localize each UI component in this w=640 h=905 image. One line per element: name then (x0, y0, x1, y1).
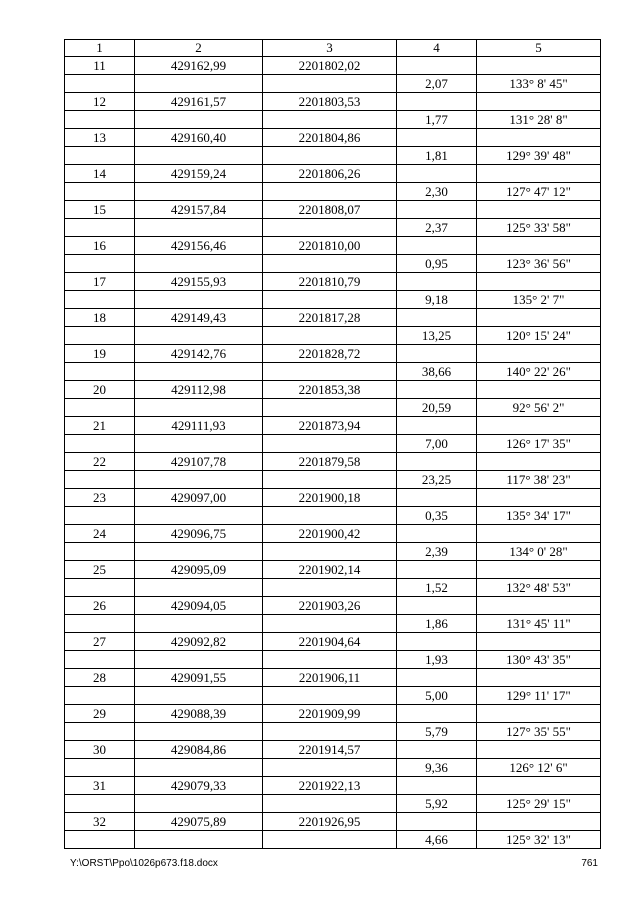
coord-x: 429091,55 (135, 669, 263, 687)
segment-row (65, 615, 601, 633)
segment-length: 2,30 (397, 183, 477, 201)
empty-cell (65, 75, 135, 93)
direction-angle: 117° 38' 23" (477, 471, 601, 489)
empty-cell (397, 525, 477, 543)
empty-cell (135, 219, 263, 237)
empty-cell (65, 255, 135, 273)
empty-cell (65, 795, 135, 813)
footer-file-path: Y:\ORST\Ppo\1026p673.f18.docx (70, 858, 218, 869)
coord-y: 2201802,02 (263, 57, 397, 75)
column-header: 3 (263, 40, 397, 57)
empty-cell (397, 705, 477, 723)
empty-cell (135, 651, 263, 669)
empty-cell (65, 579, 135, 597)
column-header: 2 (135, 40, 263, 57)
point-number: 20 (65, 381, 135, 399)
segment-length: 1,93 (397, 651, 477, 669)
empty-cell (263, 111, 397, 129)
direction-angle: 135° 34' 17" (477, 507, 601, 525)
empty-cell (477, 129, 601, 147)
coord-x: 429160,40 (135, 129, 263, 147)
empty-cell (263, 255, 397, 273)
empty-cell (397, 381, 477, 399)
empty-cell (477, 201, 601, 219)
empty-cell (263, 147, 397, 165)
coord-x: 429155,93 (135, 273, 263, 291)
empty-cell (397, 165, 477, 183)
point-row (65, 561, 601, 579)
point-number: 15 (65, 201, 135, 219)
empty-cell (477, 741, 601, 759)
point-number: 13 (65, 129, 135, 147)
empty-cell (135, 471, 263, 489)
direction-angle: 123° 36' 56" (477, 255, 601, 273)
coord-y: 2201879,58 (263, 453, 397, 471)
empty-cell (477, 633, 601, 651)
segment-length: 9,18 (397, 291, 477, 309)
coord-y: 2201806,26 (263, 165, 397, 183)
coord-y: 2201810,00 (263, 237, 397, 255)
point-row (65, 453, 601, 471)
empty-cell (263, 831, 397, 849)
segment-row (65, 543, 601, 561)
point-row (65, 57, 601, 75)
empty-cell (135, 435, 263, 453)
empty-cell (135, 75, 263, 93)
point-row (65, 237, 601, 255)
coord-x: 429142,76 (135, 345, 263, 363)
point-row (65, 813, 601, 831)
coord-y: 2201914,57 (263, 741, 397, 759)
point-number: 19 (65, 345, 135, 363)
segment-length: 20,59 (397, 399, 477, 417)
point-row (65, 741, 601, 759)
segment-row (65, 579, 601, 597)
empty-cell (65, 111, 135, 129)
coordinates-table (64, 39, 601, 849)
coord-y: 2201926,95 (263, 813, 397, 831)
point-number: 25 (65, 561, 135, 579)
coord-y: 2201810,79 (263, 273, 397, 291)
empty-cell (65, 399, 135, 417)
empty-cell (477, 345, 601, 363)
point-row (65, 129, 601, 147)
point-number: 14 (65, 165, 135, 183)
direction-angle: 129° 39' 48" (477, 147, 601, 165)
segment-row (65, 363, 601, 381)
point-number: 22 (65, 453, 135, 471)
empty-cell (477, 813, 601, 831)
empty-cell (263, 507, 397, 525)
point-row (65, 93, 601, 111)
point-number: 29 (65, 705, 135, 723)
point-row (65, 165, 601, 183)
coord-y: 2201804,86 (263, 129, 397, 147)
empty-cell (263, 579, 397, 597)
point-number: 21 (65, 417, 135, 435)
empty-cell (397, 273, 477, 291)
point-number: 30 (65, 741, 135, 759)
segment-row (65, 507, 601, 525)
point-number: 31 (65, 777, 135, 795)
empty-cell (477, 309, 601, 327)
empty-cell (135, 291, 263, 309)
segment-row (65, 219, 601, 237)
coord-y: 2201900,18 (263, 489, 397, 507)
empty-cell (135, 543, 263, 561)
empty-cell (135, 183, 263, 201)
point-number: 26 (65, 597, 135, 615)
empty-cell (477, 273, 601, 291)
empty-cell (65, 183, 135, 201)
empty-cell (477, 489, 601, 507)
empty-cell (397, 201, 477, 219)
direction-angle: 134° 0' 28" (477, 543, 601, 561)
empty-cell (397, 597, 477, 615)
empty-cell (135, 399, 263, 417)
table-body (65, 40, 601, 849)
coord-x: 429149,43 (135, 309, 263, 327)
empty-cell (397, 453, 477, 471)
point-number: 24 (65, 525, 135, 543)
segment-row (65, 399, 601, 417)
segment-length: 2,37 (397, 219, 477, 237)
point-number: 11 (65, 57, 135, 75)
empty-cell (263, 795, 397, 813)
segment-length: 38,66 (397, 363, 477, 381)
column-header: 5 (477, 40, 601, 57)
empty-cell (135, 723, 263, 741)
empty-cell (397, 417, 477, 435)
empty-cell (263, 75, 397, 93)
empty-cell (397, 237, 477, 255)
empty-cell (65, 759, 135, 777)
segment-length: 1,81 (397, 147, 477, 165)
point-row (65, 597, 601, 615)
empty-cell (263, 471, 397, 489)
empty-cell (397, 57, 477, 75)
empty-cell (65, 507, 135, 525)
direction-angle: 130° 43' 35" (477, 651, 601, 669)
empty-cell (65, 543, 135, 561)
empty-cell (477, 561, 601, 579)
point-number: 27 (65, 633, 135, 651)
direction-angle: 131° 45' 11" (477, 615, 601, 633)
point-number: 23 (65, 489, 135, 507)
direction-angle: 132° 48' 53" (477, 579, 601, 597)
point-row (65, 705, 601, 723)
segment-length: 13,25 (397, 327, 477, 345)
empty-cell (397, 561, 477, 579)
empty-cell (65, 723, 135, 741)
coord-x: 429159,24 (135, 165, 263, 183)
empty-cell (397, 813, 477, 831)
empty-cell (135, 111, 263, 129)
point-number: 17 (65, 273, 135, 291)
segment-row (65, 795, 601, 813)
coord-y: 2201904,64 (263, 633, 397, 651)
empty-cell (263, 183, 397, 201)
segment-length: 2,39 (397, 543, 477, 561)
coord-y: 2201900,42 (263, 525, 397, 543)
empty-cell (477, 705, 601, 723)
point-row (65, 381, 601, 399)
segment-length: 0,35 (397, 507, 477, 525)
empty-cell (263, 399, 397, 417)
empty-cell (65, 291, 135, 309)
empty-cell (65, 651, 135, 669)
coord-x: 429156,46 (135, 237, 263, 255)
coord-y: 2201808,07 (263, 201, 397, 219)
empty-cell (135, 795, 263, 813)
empty-cell (263, 687, 397, 705)
header-row (65, 40, 601, 57)
point-row (65, 633, 601, 651)
empty-cell (65, 327, 135, 345)
coord-x: 429095,09 (135, 561, 263, 579)
empty-cell (135, 255, 263, 273)
coord-y: 2201922,13 (263, 777, 397, 795)
coord-y: 2201803,53 (263, 93, 397, 111)
direction-angle: 126° 17' 35" (477, 435, 601, 453)
point-number: 18 (65, 309, 135, 327)
empty-cell (397, 345, 477, 363)
segment-row (65, 471, 601, 489)
empty-cell (397, 129, 477, 147)
empty-cell (135, 687, 263, 705)
segment-length: 7,00 (397, 435, 477, 453)
coord-x: 429111,93 (135, 417, 263, 435)
direction-angle: 126° 12' 6" (477, 759, 601, 777)
coord-y: 2201903,26 (263, 597, 397, 615)
empty-cell (477, 417, 601, 435)
segment-length: 5,79 (397, 723, 477, 741)
column-header: 1 (65, 40, 135, 57)
segment-row (65, 291, 601, 309)
empty-cell (263, 219, 397, 237)
empty-cell (65, 831, 135, 849)
coord-x: 429162,99 (135, 57, 263, 75)
point-row (65, 669, 601, 687)
empty-cell (477, 453, 601, 471)
direction-angle: 131° 28' 8" (477, 111, 601, 129)
empty-cell (263, 363, 397, 381)
segment-row (65, 75, 601, 93)
point-number: 32 (65, 813, 135, 831)
empty-cell (263, 651, 397, 669)
coord-y: 2201817,28 (263, 309, 397, 327)
segment-row (65, 759, 601, 777)
empty-cell (397, 669, 477, 687)
direction-angle: 125° 33' 58" (477, 219, 601, 237)
coord-x: 429161,57 (135, 93, 263, 111)
segment-length: 5,00 (397, 687, 477, 705)
segment-row (65, 327, 601, 345)
segment-length: 23,25 (397, 471, 477, 489)
coord-y: 2201828,72 (263, 345, 397, 363)
empty-cell (135, 147, 263, 165)
empty-cell (397, 633, 477, 651)
coord-x: 429097,00 (135, 489, 263, 507)
empty-cell (263, 615, 397, 633)
empty-cell (397, 309, 477, 327)
direction-angle: 135° 2' 7" (477, 291, 601, 309)
coord-x: 429094,05 (135, 597, 263, 615)
empty-cell (397, 777, 477, 795)
point-row (65, 273, 601, 291)
segment-row (65, 255, 601, 273)
point-row (65, 309, 601, 327)
empty-cell (65, 219, 135, 237)
empty-cell (477, 165, 601, 183)
empty-cell (65, 435, 135, 453)
segment-length: 1,86 (397, 615, 477, 633)
coord-x: 429079,33 (135, 777, 263, 795)
empty-cell (477, 669, 601, 687)
point-row (65, 417, 601, 435)
direction-angle: 92° 56' 2" (477, 399, 601, 417)
coord-x: 429157,84 (135, 201, 263, 219)
empty-cell (477, 381, 601, 399)
empty-cell (263, 327, 397, 345)
column-header: 4 (397, 40, 477, 57)
direction-angle: 140° 22' 26" (477, 363, 601, 381)
segment-row (65, 435, 601, 453)
empty-cell (397, 93, 477, 111)
empty-cell (477, 237, 601, 255)
segment-row (65, 147, 601, 165)
empty-cell (263, 291, 397, 309)
segment-length: 0,95 (397, 255, 477, 273)
empty-cell (477, 93, 601, 111)
point-row (65, 525, 601, 543)
footer-page-number: 761 (581, 858, 598, 869)
empty-cell (477, 57, 601, 75)
empty-cell (135, 759, 263, 777)
empty-cell (65, 471, 135, 489)
coord-y: 2201873,94 (263, 417, 397, 435)
direction-angle: 120° 15' 24" (477, 327, 601, 345)
segment-length: 4,66 (397, 831, 477, 849)
point-number: 12 (65, 93, 135, 111)
segment-row (65, 651, 601, 669)
direction-angle: 129° 11' 17" (477, 687, 601, 705)
segment-length: 1,52 (397, 579, 477, 597)
empty-cell (135, 363, 263, 381)
point-row (65, 489, 601, 507)
segment-row (65, 723, 601, 741)
empty-cell (135, 615, 263, 633)
point-row (65, 201, 601, 219)
coord-y: 2201906,11 (263, 669, 397, 687)
coord-x: 429088,39 (135, 705, 263, 723)
coord-x: 429096,75 (135, 525, 263, 543)
empty-cell (135, 831, 263, 849)
coord-x: 429112,98 (135, 381, 263, 399)
coord-x: 429107,78 (135, 453, 263, 471)
empty-cell (477, 777, 601, 795)
segment-length: 1,77 (397, 111, 477, 129)
direction-angle: 127° 35' 55" (477, 723, 601, 741)
empty-cell (65, 687, 135, 705)
empty-cell (263, 543, 397, 561)
segment-length: 5,92 (397, 795, 477, 813)
empty-cell (263, 723, 397, 741)
empty-cell (65, 363, 135, 381)
point-number: 16 (65, 237, 135, 255)
segment-length: 9,36 (397, 759, 477, 777)
empty-cell (263, 759, 397, 777)
empty-cell (397, 741, 477, 759)
empty-cell (65, 615, 135, 633)
coord-y: 2201909,99 (263, 705, 397, 723)
empty-cell (397, 489, 477, 507)
segment-length: 2,07 (397, 75, 477, 93)
coord-y: 2201902,14 (263, 561, 397, 579)
empty-cell (135, 327, 263, 345)
coord-x: 429084,86 (135, 741, 263, 759)
coord-x: 429092,82 (135, 633, 263, 651)
direction-angle: 127° 47' 12" (477, 183, 601, 201)
segment-row (65, 831, 601, 849)
empty-cell (135, 579, 263, 597)
point-row (65, 345, 601, 363)
point-number: 28 (65, 669, 135, 687)
direction-angle: 125° 32' 13" (477, 831, 601, 849)
empty-cell (65, 147, 135, 165)
coord-x: 429075,89 (135, 813, 263, 831)
coord-y: 2201853,38 (263, 381, 397, 399)
segment-row (65, 111, 601, 129)
empty-cell (135, 507, 263, 525)
segment-row (65, 687, 601, 705)
empty-cell (477, 525, 601, 543)
segment-row (65, 183, 601, 201)
empty-cell (477, 597, 601, 615)
empty-cell (263, 435, 397, 453)
direction-angle: 125° 29' 15" (477, 795, 601, 813)
point-row (65, 777, 601, 795)
direction-angle: 133° 8' 45" (477, 75, 601, 93)
